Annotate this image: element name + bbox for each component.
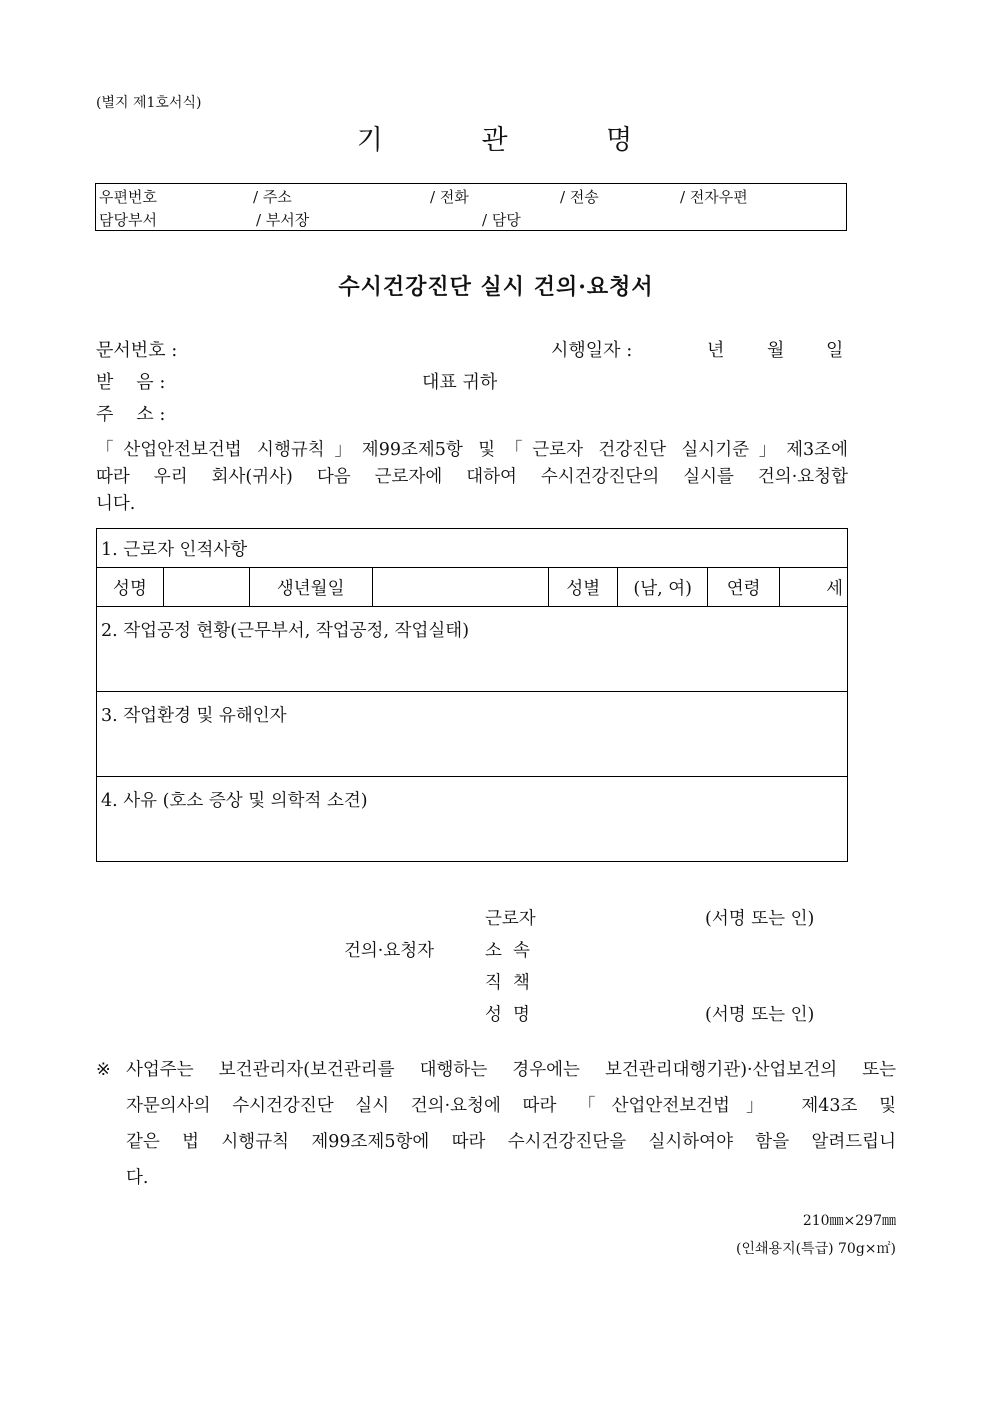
date-label: 시행일자 : (551, 340, 633, 361)
age-label: 연령 (708, 568, 780, 607)
gender-options[interactable]: (남, 여) (618, 568, 708, 607)
recipient-label: 받 음 : (96, 372, 166, 393)
birth-value-cell[interactable] (372, 568, 549, 607)
notice-line: 사업주는 보건관리자(보건관리를 대행하는 경우에는 보건관리대행기관)·산업보건의 또는 (126, 1060, 896, 1080)
form-number: (별지 제1호서식) (96, 95, 202, 111)
affiliation-label: 소 속 (485, 941, 530, 961)
section-work-environment: 3. 작업환경 및 유해인자 (97, 692, 848, 777)
body-line: 「산업안전보건법 시행규칙」제99조제5항 및「근로자 건강진단 실시기준」제3조에 (96, 440, 848, 460)
contact-address: / 주소 (253, 188, 292, 206)
gender-label: 성별 (549, 568, 618, 607)
notice-line: 같은 법 시행규칙 제99조제5항에 따라 수시건강진단을 실시하여야 함을 알려드립니 (126, 1132, 896, 1152)
section-work-process: 2. 작업공정 현황(근무부서, 작업공정, 작업실태) (97, 607, 848, 692)
name-value-cell[interactable] (163, 568, 249, 607)
document-title: 수시건강진단 실시 건의·요청서 (338, 274, 654, 300)
org-title-char: 기 (356, 125, 386, 156)
position-label: 직 책 (485, 973, 530, 993)
age-unit[interactable]: 세 (780, 568, 848, 607)
body-line: 따라 우리 회사(귀사) 다음 근로자에 대하여 수시건강진단의 실시를 건의·요청합 (96, 467, 848, 487)
org-title-char: 관 (481, 125, 511, 156)
notice-line: 자문의사의 수시건강진단 실시 건의·요청에 따라 「산업안전보건법」 제43조 및 (126, 1096, 896, 1116)
date-year: 년 (707, 340, 725, 361)
notice-line: 다. (126, 1168, 149, 1188)
contact-box (95, 183, 847, 231)
contact-fax: / 전송 (560, 188, 599, 206)
body-line: 니다. (96, 494, 136, 514)
sign-placeholder-1[interactable]: (서명 또는 인) (705, 909, 815, 929)
name-label: 성명 (97, 568, 164, 607)
section-reason: 4. 사유 (호소 증상 및 의학적 소견) (97, 777, 848, 862)
birth-label: 생년월일 (249, 568, 372, 607)
date-month: 월 (767, 340, 785, 361)
recipient-value: 대표 귀하 (422, 372, 498, 393)
section-worker-info: 1. 근로자 인적사항 (97, 529, 848, 568)
worker-info-table (96, 528, 848, 862)
sign-placeholder-2[interactable]: (서명 또는 인) (705, 1005, 815, 1025)
requester-label: 건의·요청자 (344, 941, 435, 961)
contact-dept-head: / 부서장 (256, 211, 310, 229)
body-paragraph (96, 437, 848, 518)
date-day: 일 (826, 340, 844, 361)
contact-phone: / 전화 (430, 188, 469, 206)
contact-email: / 전자우편 (680, 188, 748, 206)
paper-size: 210㎜×297㎜ (802, 1213, 896, 1229)
org-title (0, 118, 992, 157)
org-title-char: 명 (606, 125, 636, 156)
contact-dept: 담당부서 (99, 211, 157, 229)
contact-postal: 우편번호 (99, 188, 157, 206)
address-label: 주 소 : (96, 404, 166, 425)
contact-person: / 담당 (482, 211, 521, 229)
notice-block (96, 1052, 896, 1196)
worker-label: 근로자 (485, 909, 536, 929)
notice-mark: ※ (96, 1060, 111, 1080)
doc-no-label: 문서번호 : (96, 340, 178, 361)
paper-type: (인쇄용지(특급) 70g×㎡) (736, 1241, 896, 1257)
signer-name-label: 성 명 (485, 1005, 530, 1025)
